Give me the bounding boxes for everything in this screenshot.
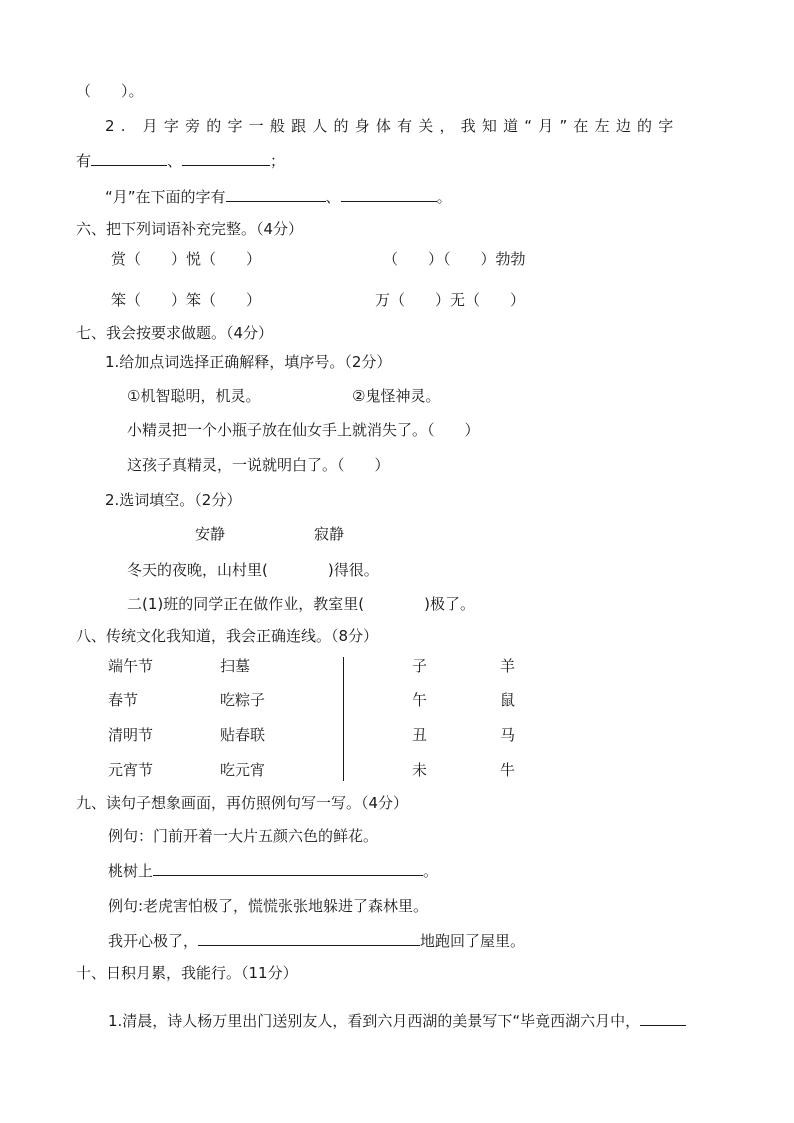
word-choice-1: 安静 [195, 525, 226, 543]
earthly-branch-item[interactable]: 丑 [412, 726, 428, 744]
question-5-2-line3 [105, 187, 452, 207]
festival-item[interactable]: 端午节 [108, 657, 154, 675]
section-7-heading: 七、我会按要求做题。（4分） [76, 324, 274, 342]
earthly-branch-item[interactable]: 午 [412, 691, 428, 709]
option-1: ①机智聪明，机灵。 [127, 387, 261, 405]
imitation-line-1 [108, 861, 438, 881]
period: 。 [436, 188, 452, 206]
continued-answer-line: （ ）。 [76, 82, 144, 100]
festival-item[interactable]: 春节 [108, 691, 139, 709]
earthly-branch-item[interactable]: 未 [412, 761, 428, 779]
section-8-heading: 八、传统文化我知道，我会正确连线。（8分） [76, 627, 379, 645]
line2-prefix: 有 [76, 152, 92, 170]
prompt-prefix: 桃树上 [108, 862, 154, 880]
section-6-heading: 六、把下列词语补充完整。（4分） [76, 220, 304, 238]
earthly-branch-item[interactable]: 子 [412, 657, 428, 675]
question-7-1: 1.给加点词选择正确解释，填序号。（2分） [105, 353, 392, 371]
separator: ； [270, 152, 286, 170]
answer-blank[interactable] [226, 187, 326, 202]
option-2: ②鬼怪神灵。 [352, 387, 441, 405]
period: 。 [423, 862, 439, 880]
sentence-1[interactable]: 小精灵把一个小瓶子放在仙女手上就消失了。（ ） [127, 421, 480, 439]
fill-sentence-2[interactable]: 二(1)班的同学正在做作业，教室里( )极了。 [127, 595, 475, 613]
fill-sentence-1[interactable]: 冬天的夜晚，山村里( )得很。 [127, 561, 379, 579]
word-choice-2: 寂静 [314, 525, 345, 543]
divider-line [343, 657, 344, 781]
question-7-2: 2.选词填空。（2分） [105, 491, 242, 509]
section-9-heading: 九、读句子想象画面，再仿照例句写一写。（4分） [76, 794, 409, 812]
festival-item[interactable]: 清明节 [108, 726, 154, 744]
custom-item[interactable]: 吃粽子 [220, 691, 266, 709]
zodiac-item[interactable]: 鼠 [500, 691, 516, 709]
answer-blank[interactable] [153, 861, 423, 876]
answer-blank[interactable] [182, 151, 270, 166]
answer-blank[interactable] [640, 1011, 686, 1026]
imitation-line-2 [108, 931, 525, 951]
answer-blank[interactable] [341, 187, 437, 202]
example-sentence-2: 例句:老虎害怕极了，慌慌张张地躲进了森林里。 [108, 897, 429, 915]
prompt-prefix: 我开心极了， [108, 932, 199, 950]
question-5-2-line1: 2. 月字旁的字一般跟人的身体有关，我知道“月”在左边的字 [105, 117, 680, 135]
separator: 、 [325, 188, 341, 206]
custom-item[interactable]: 吃元宵 [220, 761, 266, 779]
line3-prefix: “月”在下面的字有 [105, 188, 226, 206]
section-10-heading: 十、日积月累，我能行。（11分） [76, 964, 298, 982]
idiom-fill-2[interactable]: （ ）（ ）勃勃 [383, 250, 526, 268]
question-10-1 [108, 1011, 686, 1031]
custom-item[interactable]: 扫墓 [220, 657, 251, 675]
question-5-2-line2 [76, 151, 285, 171]
prompt-suffix: 地跑回了屋里。 [420, 932, 526, 950]
question-text: 1.清晨，诗人杨万里出门送别友人，看到六月西湖的美景写下“毕竟西湖六月中， [108, 1012, 641, 1030]
answer-blank[interactable] [91, 151, 167, 166]
example-sentence-1: 例句：门前开着一大片五颜六色的鲜花。 [108, 827, 379, 845]
idiom-fill-3[interactable]: 笨（ ）笨（ ） [111, 291, 262, 309]
separator: 、 [167, 152, 183, 170]
idiom-fill-4[interactable]: 万（ ）无（ ） [375, 291, 526, 309]
zodiac-item[interactable]: 羊 [500, 657, 516, 675]
zodiac-item[interactable]: 马 [500, 726, 516, 744]
answer-blank[interactable] [198, 931, 420, 946]
idiom-fill-1[interactable]: 赏（ ）悦（ ） [111, 250, 262, 268]
sentence-2[interactable]: 这孩子真精灵，一说就明白了。（ ） [127, 456, 390, 474]
custom-item[interactable]: 贴春联 [220, 726, 266, 744]
festival-item[interactable]: 元宵节 [108, 761, 154, 779]
zodiac-item[interactable]: 牛 [500, 761, 516, 779]
